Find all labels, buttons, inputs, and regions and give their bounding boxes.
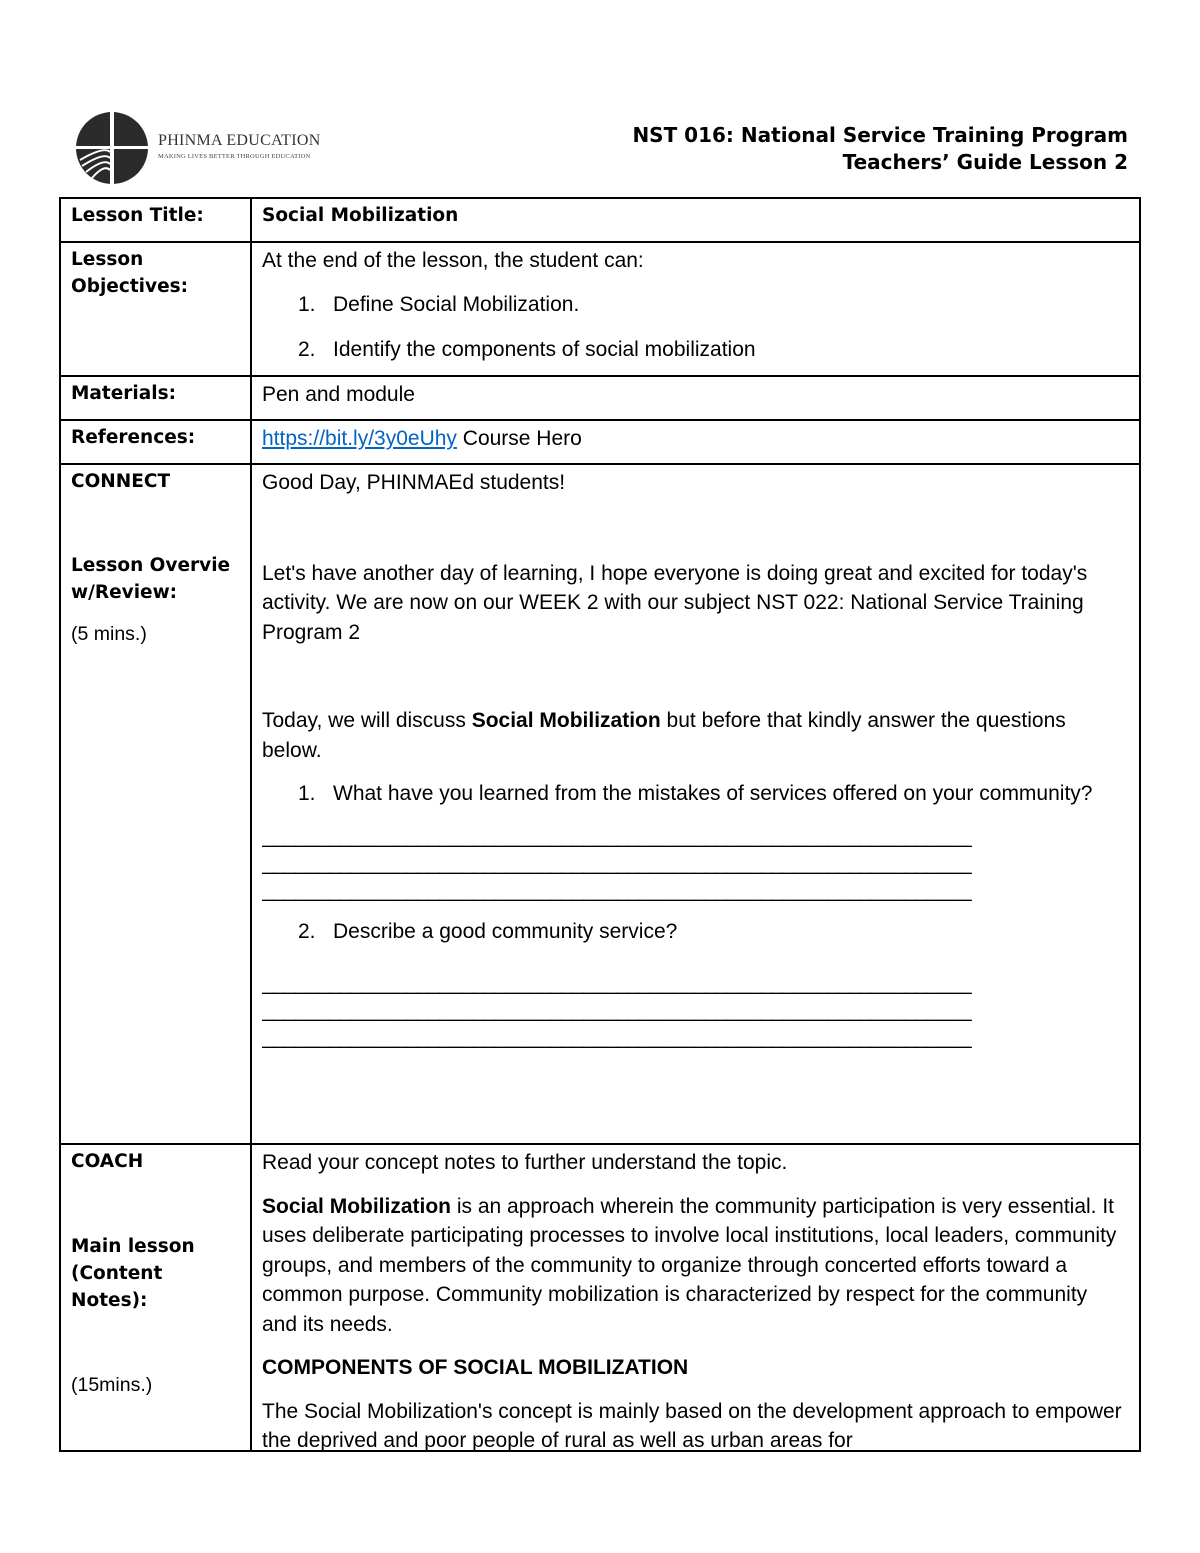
row-references: [61, 421, 1139, 465]
connect-time: (5 mins.): [71, 623, 147, 645]
question-text: What have you learned from the mistakes of services offered on your community?: [333, 782, 1093, 805]
objective-item: [262, 290, 1128, 320]
definition-paragraph: [262, 1192, 1128, 1340]
row-objectives: [61, 243, 1139, 377]
materials-value: Pen and module: [262, 383, 415, 406]
objective-item: [262, 335, 1128, 365]
logo-tagline: MAKING LIVES BETTER THROUGH EDUCATION: [158, 153, 311, 160]
definition-term: Social Mobilization: [262, 1194, 452, 1218]
label-materials: Materials:: [71, 383, 176, 404]
label-connect: CONNECT: [71, 471, 171, 492]
question-number: 1.: [298, 782, 316, 805]
connect-greeting: Good Day, PHINMAEd students!: [262, 471, 566, 494]
answer-line: ________________________________________________________________: [262, 1026, 972, 1049]
objectives-intro: At the end of the lesson, the student can:: [262, 249, 644, 272]
guide-title: Teachers’ Guide Lesson 2: [842, 150, 1128, 174]
lesson-table: [59, 197, 1141, 1452]
objective-number: 1.: [298, 292, 316, 316]
answer-line: ________________________________________________________________: [262, 851, 972, 875]
answer-line: ________________________________________________________________: [262, 972, 972, 995]
document-header: [632, 122, 1128, 176]
objective-text: Define Social Mobilization.: [333, 292, 580, 316]
row-lesson-title: [61, 199, 1139, 243]
objectives-content: [262, 246, 1128, 365]
label-main-lesson: Main lesson (Content Notes):: [71, 1236, 195, 1311]
connect-content: [262, 468, 1128, 1051]
components-paragraph: The Social Mobilization's concept is mainly based on the development approach to empower the deprived and poor people of rural as well as urban areas for: [262, 1399, 1122, 1450]
objective-number: 2.: [298, 338, 316, 361]
question-item: [262, 779, 1128, 809]
answer-line: ________________________________________________________________: [262, 999, 972, 1022]
reference-source: Course Hero: [456, 427, 582, 450]
intro-text-end: but before that kindly answer the questions below.: [262, 709, 1066, 762]
label-lesson-title: Lesson Title:: [71, 205, 204, 226]
answer-line: ________________________________________________________________: [262, 824, 972, 848]
row-materials: [61, 377, 1139, 421]
label-objectives: Lesson Objectives:: [71, 249, 189, 297]
phinma-logo: [74, 108, 334, 188]
lesson-title-value: Social Mobilization: [262, 205, 459, 226]
coach-intro: Read your concept notes to further understand the topic.: [262, 1151, 788, 1174]
label-references: References:: [71, 427, 196, 448]
connect-labels: [71, 468, 243, 649]
phinma-logo-mark-icon: [74, 108, 154, 188]
references-value: [262, 424, 1128, 454]
intro-text: Today, we will discuss: [262, 709, 472, 732]
label-lesson-overview: Lesson Overview/Review:: [71, 555, 231, 603]
objective-text: Identify the components of social mobilization: [333, 338, 756, 361]
logo-wordmark: PHINMA EDUCATION: [158, 132, 321, 149]
coach-labels: [71, 1148, 243, 1400]
question-text: Describe a good community service?: [333, 919, 678, 943]
intro-topic: Social Mobilization: [471, 709, 661, 732]
coach-content: [262, 1148, 1128, 1450]
answer-lines: [262, 970, 1128, 1051]
question-number: 2.: [298, 919, 316, 943]
row-coach: [61, 1145, 1139, 1450]
coach-time: (15mins.): [71, 1374, 153, 1396]
definition-text: is an approach wherein the community participation is very essential. It uses deliberate participating processes to involve local institutions, local leaders, community groups, and members of the community to organize through concerted efforts toward a common purpose. Community mobilization is characterized by respect for the community and its needs.: [262, 1194, 1117, 1336]
connect-question-intro: [262, 706, 1128, 765]
course-title: NST 016: National Service Training Program: [632, 123, 1128, 147]
row-connect: [61, 465, 1139, 1145]
components-heading: COMPONENTS OF SOCIAL MOBILIZATION: [262, 1356, 689, 1379]
label-coach: COACH: [71, 1151, 144, 1172]
reference-link[interactable]: https://bit.ly/3y0eUhy: [262, 427, 457, 450]
connect-paragraph: Let's have another day of learning, I hope everyone is doing great and excited for today's activity. We are now on our WEEK 2 with our subject NST 022: National Service Training Program 2: [262, 561, 1088, 644]
answer-line: ________________________________________________________________: [262, 878, 972, 902]
question-item: [262, 917, 1128, 947]
answer-lines: [262, 823, 1128, 904]
